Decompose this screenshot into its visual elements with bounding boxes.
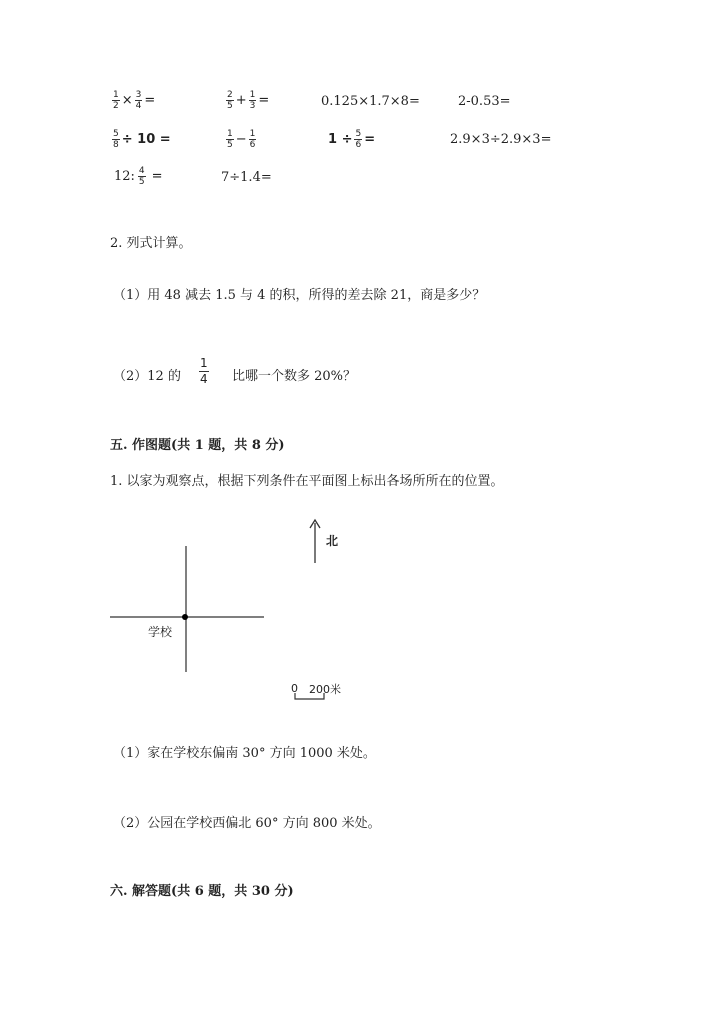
operator: × [121, 93, 133, 108]
numerator: 1 [200, 356, 208, 370]
expr-r1c4: 2-0.53= [458, 94, 511, 109]
denominator: 6 [249, 140, 256, 150]
question-title: 2. 列式计算。 [110, 236, 192, 251]
question-title: 1. 以家为观察点，根据下列条件在平面图上标出各场所所在的位置。 [110, 474, 504, 489]
expr-r1c3: 0.125×1.7×8= [321, 94, 420, 109]
operator: 1 ÷ [328, 132, 353, 147]
expr-r2c4: 2.9×3÷2.9×3= [450, 132, 552, 147]
numerator: 1 [249, 129, 256, 139]
denominator: 5 [138, 177, 145, 187]
numerator: 5 [113, 129, 119, 139]
denominator: 5 [227, 140, 233, 150]
question-part-1: （1）用 48 减去 1.5 与 4 的积，所得的差去除 21，商是多少？ [113, 288, 486, 303]
question-part-2-prefix: （2）12 的 [113, 369, 181, 384]
equals: = [364, 132, 376, 147]
denominator: 5 [227, 101, 233, 111]
denominator: 8 [113, 140, 119, 150]
numerator: 5 [355, 129, 362, 139]
operator: − [235, 132, 247, 147]
scale-zero-label: 0 [291, 682, 298, 695]
operator: ÷ 10 = [121, 132, 171, 147]
denominator: 4 [135, 101, 142, 111]
equals: = [144, 93, 156, 108]
numerator: 1 [113, 90, 119, 100]
equals: = [258, 93, 270, 108]
ratio-prefix: 12: [114, 169, 135, 184]
scale-distance-label: 200米 [309, 683, 341, 696]
school-label: 学校 [148, 625, 173, 639]
denominator: 6 [355, 140, 362, 150]
section-heading: 五. 作图题(共 1 题，共 8 分) [110, 438, 285, 453]
north-label: 北 [326, 534, 339, 548]
numerator: 3 [135, 90, 142, 100]
denominator: 4 [200, 372, 208, 386]
expr-r3c2: 7÷1.4= [221, 170, 272, 185]
operator: + [235, 93, 247, 108]
denominator: 2 [113, 101, 119, 111]
numerator: 4 [138, 166, 145, 176]
numerator: 1 [227, 129, 233, 139]
question-part-2: （2）公园在学校西偏北 60° 方向 800 米处。 [113, 816, 381, 831]
section-heading: 六. 解答题(共 6 题，共 30 分) [110, 884, 294, 899]
numerator: 1 [249, 90, 256, 100]
equals: = [151, 169, 163, 184]
school-point [182, 614, 188, 620]
question-part-2-suffix: 比哪一个数多 20%？ [232, 369, 357, 384]
question-part-1: （1）家在学校东偏南 30° 方向 1000 米处。 [113, 746, 376, 761]
denominator: 3 [249, 101, 256, 111]
numerator: 2 [227, 90, 233, 100]
